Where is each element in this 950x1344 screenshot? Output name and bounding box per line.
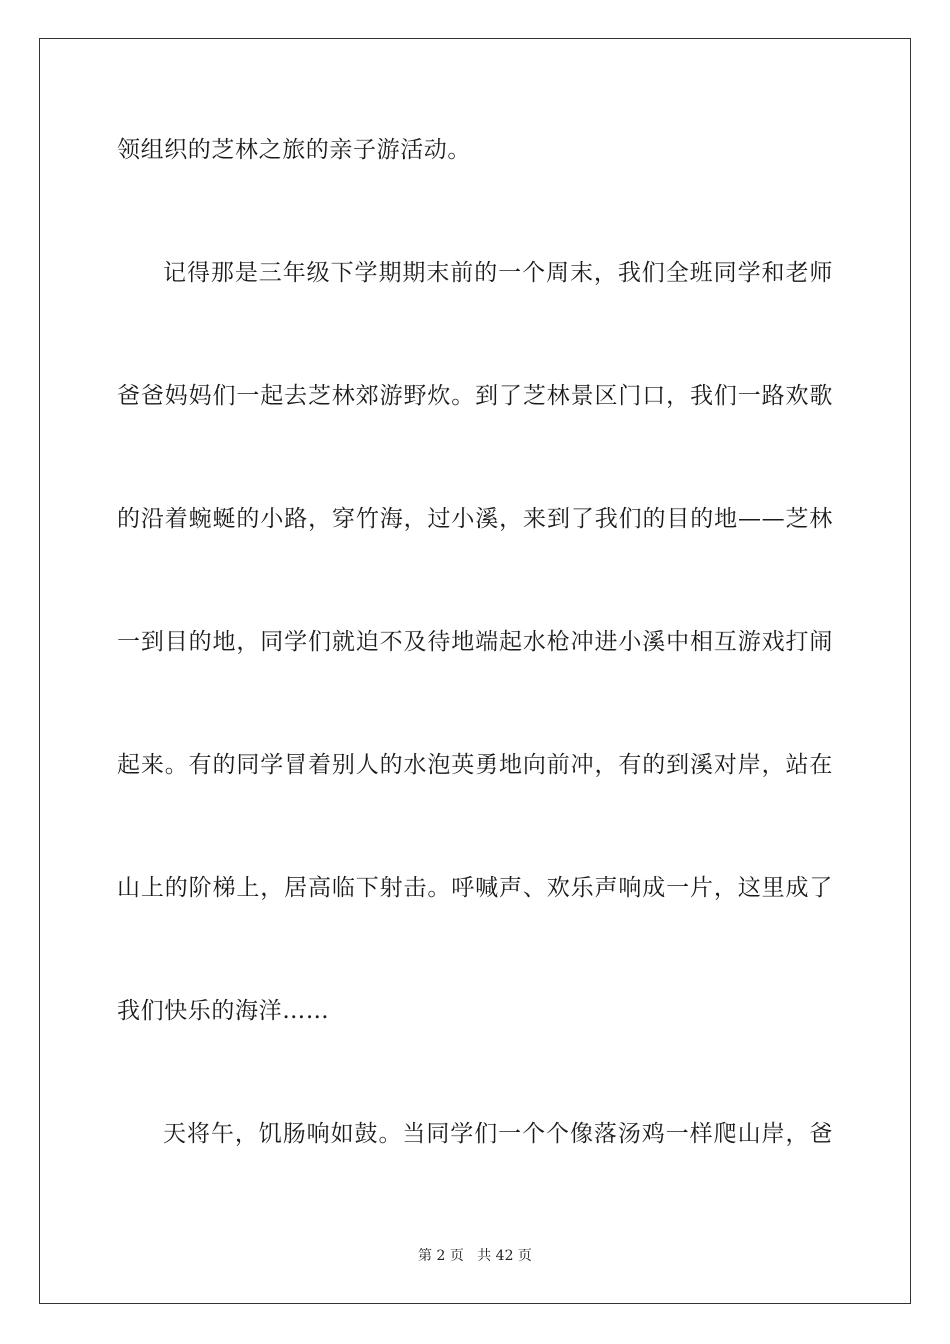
text-line-3: 爸爸妈妈们一起去芝林郊游野炊。到了芝林景区门口，我们一路欢歌 <box>117 383 833 409</box>
page-number: 第 2 页 <box>418 1248 464 1264</box>
text-line-6: 起来。有的同学冒着别人的水泡英勇地向前冲，有的到溪对岸，站在 <box>117 752 833 778</box>
page-footer <box>0 1247 950 1265</box>
text-line-7: 山上的阶梯上，居高临下射击。呼喊声、欢乐声响成一片，这里成了 <box>117 875 833 901</box>
text-line-4: 的沿着蜿蜒的小路，穿竹海，过小溪，来到了我们的目的地——芝林 <box>117 506 833 532</box>
text-line-8: 我们快乐的海洋…… <box>117 998 330 1024</box>
text-line-5: 一到目的地，同学们就迫不及待地端起水枪冲进小溪中相互游戏打闹 <box>117 629 833 655</box>
page-total: 共 42 页 <box>477 1248 532 1264</box>
text-line-2: 记得那是三年级下学期期末前的一个周末，我们全班同学和老师 <box>163 260 833 286</box>
text-line-1: 领组织的芝林之旅的亲子游活动。 <box>117 137 471 163</box>
page-border <box>39 38 911 1304</box>
text-line-9: 天将午，饥肠响如鼓。当同学们一个个像落汤鸡一样爬山岸，爸 <box>163 1121 833 1147</box>
